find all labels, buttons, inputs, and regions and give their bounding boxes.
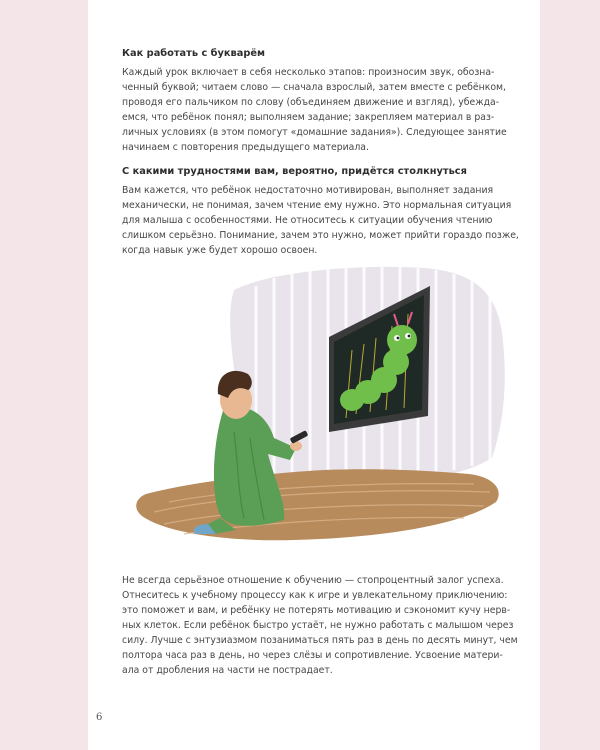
text-line: емся, что ребёнок понял; выполняем задание; закрепляем материал в раз- xyxy=(122,112,495,123)
paragraph-difficulties xyxy=(122,183,518,258)
text-line: ченный буквой; читаем слово — сначала взрослый, затем вместе с ребёнком, xyxy=(122,82,506,93)
text-line: проводя его пальчиком по слову (объединяем движение и взгляд), убежда- xyxy=(122,97,500,108)
wooden-floor xyxy=(136,469,498,540)
text-line: Каждый урок включает в себя несколько этапов: произносим звук, обозна- xyxy=(122,67,495,78)
text-line: для малыша с особенностями. Не относитесь к ситуации обучения чтению xyxy=(122,215,493,226)
text-line: ных клеток. Если ребёнок быстро устаёт, не нужно работать с малышом через xyxy=(122,620,514,631)
text-line: начинаем с повторения предыдущего материала. xyxy=(122,142,369,153)
section-heading-difficulties: С какими трудностями вам, вероятно, придётся столкнуться xyxy=(122,166,467,177)
text-line: Вам кажется, что ребёнок недостаточно мотивирован, выполняет задания xyxy=(122,185,494,196)
illustration-boy-watching-tv xyxy=(124,262,514,546)
text-line: слишком серьёзно. Понимание, зачем это нужно, может прийти гораздо позже, xyxy=(122,230,519,241)
paragraph-play-approach xyxy=(122,573,518,678)
paragraph-how-to-work xyxy=(122,65,518,155)
text-line: Отнеситесь к учебному процессу как к игре и увлекательному приключению: xyxy=(122,590,508,601)
text-line: личных условиях (в этом помогут «домашние задания»). Следующее занятие xyxy=(122,127,507,138)
text-line: когда навык уже будет хорошо освоен. xyxy=(122,245,318,256)
page-number: 6 xyxy=(96,712,103,723)
text-line: полтора часа раз в день, но через слёзы и сопротивление. Усвоение матери- xyxy=(122,650,503,661)
text-line: механически, не понимая, зачем чтение ему нужно. Это нормальная ситуация xyxy=(122,200,512,211)
section-heading-primer: Как работать с букварём xyxy=(122,48,266,59)
text-line: ала от дробления на части не пострадает. xyxy=(122,665,333,676)
text-line: это поможет и вам, и ребёнку не потерять мотивацию и сэкономит кучу нерв- xyxy=(122,605,511,616)
text-line: силу. Лучше с энтузиазмом позаниматься пять раз в день по десять минут, чем xyxy=(122,635,518,646)
text-line: Не всегда серьёзное отношение к обучению — стопроцентный залог успеха. xyxy=(122,575,504,586)
